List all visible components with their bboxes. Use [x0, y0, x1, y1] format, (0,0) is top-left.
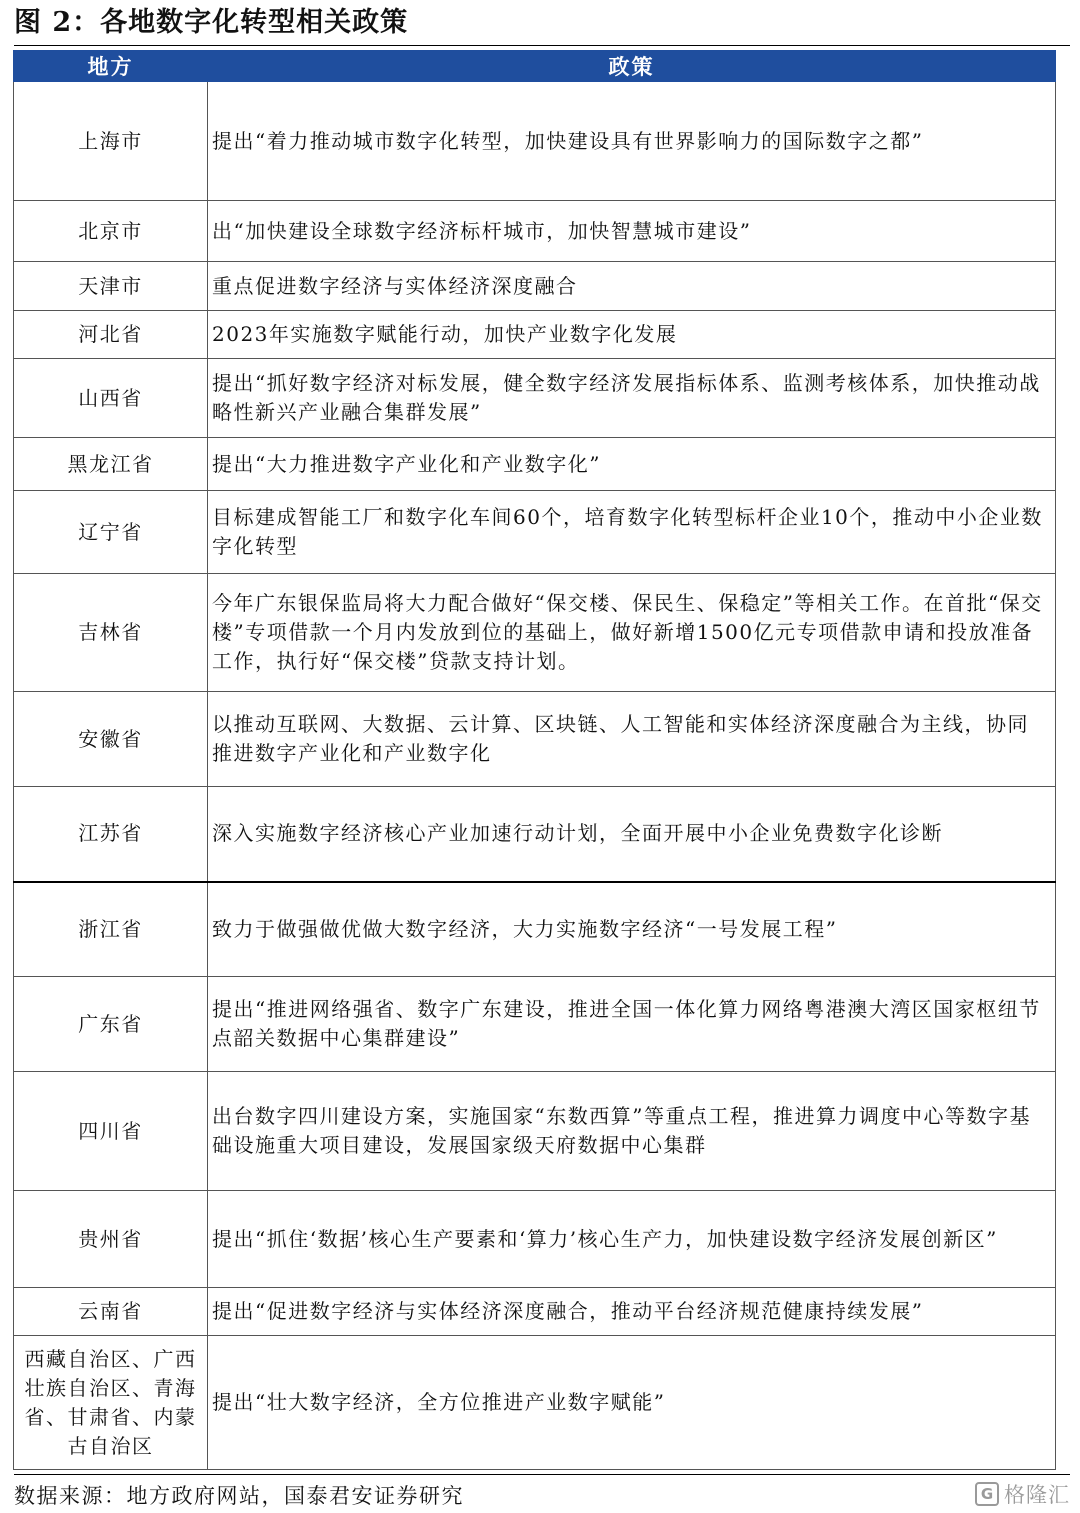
column-header-region: 地方 — [14, 51, 208, 82]
table-row — [14, 262, 1056, 311]
region-cell: 吉林省 — [14, 574, 208, 692]
policy-cell: 2023年实施数字赋能行动，加快产业数字化发展 — [208, 311, 1056, 359]
policy-cell: 今年广东银保监局将大力配合做好“保交楼、保民生、保稳定”等相关工作。在首批“保交楼”专项借款一个月内发放到位的基础上，做好新增1500亿元专项借款申请和投放准备工作，执行好“保交楼”贷款支持计划。 — [208, 574, 1056, 692]
policy-cell: 提出“着力推动城市数字化转型，加快建设具有世界影响力的国际数字之都” — [208, 82, 1056, 201]
policy-cell: 出台数字四川建设方案，实施国家“东数西算”等重点工程，推进算力调度中心等数字基础设施重大项目建设，发展国家级天府数据中心集群 — [208, 1072, 1056, 1191]
policy-cell: 重点促进数字经济与实体经济深度融合 — [208, 262, 1056, 311]
region-cell: 河北省 — [14, 311, 208, 359]
watermark — [975, 1478, 1070, 1510]
table-row — [14, 787, 1056, 882]
policy-cell: 深入实施数字经济核心产业加速行动计划，全面开展中小企业免费数字化诊断 — [208, 787, 1056, 882]
policy-cell: 提出“抓好数字经济对标发展，健全数字经济发展指标体系、监测考核体系，加快推动战略性新兴产业融合集群发展” — [208, 359, 1056, 438]
region-cell: 北京市 — [14, 201, 208, 262]
region-cell: 黑龙江省 — [14, 438, 208, 491]
table-row — [14, 1336, 1056, 1470]
table-header-row — [14, 51, 1056, 82]
region-cell: 广东省 — [14, 977, 208, 1072]
table-row — [14, 359, 1056, 438]
policy-table — [13, 50, 1056, 1470]
source-note: 数据来源：地方政府网站，国泰君安证券研究 — [14, 1484, 464, 1508]
region-cell: 山西省 — [14, 359, 208, 438]
policy-cell: 提出“抓住‘数据’核心生产要素和‘算力’核心生产力，加快建设数字经济发展创新区” — [208, 1191, 1056, 1288]
column-header-policy: 政策 — [208, 51, 1056, 82]
policy-cell: 提出“大力推进数字产业化和产业数字化” — [208, 438, 1056, 491]
region-cell: 云南省 — [14, 1288, 208, 1336]
table-row — [14, 82, 1056, 201]
table-row — [14, 882, 1056, 977]
figure-title: 图 2：各地数字化转型相关政策 — [14, 7, 409, 38]
policy-cell: 提出“壮大数字经济，全方位推进产业数字赋能” — [208, 1336, 1056, 1470]
region-cell: 天津市 — [14, 262, 208, 311]
region-cell: 上海市 — [14, 82, 208, 201]
gelonghui-logo-icon: G — [975, 1482, 999, 1506]
table-row — [14, 201, 1056, 262]
table-row — [14, 692, 1056, 787]
region-cell: 安徽省 — [14, 692, 208, 787]
region-cell: 西藏自治区、广西壮族自治区、青海省、甘肃省、内蒙古自治区 — [14, 1336, 208, 1470]
policy-cell: 致力于做强做优做大数字经济，大力实施数字经济“一号发展工程” — [208, 882, 1056, 977]
policy-cell: 提出“推进网络强省、数字广东建设，推进全国一体化算力网络粤港澳大湾区国家枢纽节点韶关数据中心集群建设” — [208, 977, 1056, 1072]
table-row — [14, 1072, 1056, 1191]
table-row — [14, 574, 1056, 692]
table-row — [14, 311, 1056, 359]
policy-cell: 出“加快建设全球数字经济标杆城市，加快智慧城市建设” — [208, 201, 1056, 262]
table-row — [14, 1191, 1056, 1288]
policy-cell: 提出“促进数字经济与实体经济深度融合，推动平台经济规范健康持续发展” — [208, 1288, 1056, 1336]
table-row — [14, 491, 1056, 574]
policy-cell: 以推动互联网、大数据、云计算、区块链、人工智能和实体经济深度融合为主线，协同推进数字产业化和产业数字化 — [208, 692, 1056, 787]
watermark-text: 格隆汇 — [1004, 1483, 1070, 1507]
table-row — [14, 1288, 1056, 1336]
table-row — [14, 438, 1056, 491]
region-cell: 浙江省 — [14, 882, 208, 977]
region-cell: 江苏省 — [14, 787, 208, 882]
policy-cell: 目标建成智能工厂和数字化车间60个，培育数字化转型标杆企业10个，推动中小企业数字化转型 — [208, 491, 1056, 574]
region-cell: 辽宁省 — [14, 491, 208, 574]
source-divider — [14, 1474, 1070, 1475]
table-row — [14, 977, 1056, 1072]
title-divider — [14, 45, 1070, 46]
region-cell: 四川省 — [14, 1072, 208, 1191]
region-cell: 贵州省 — [14, 1191, 208, 1288]
